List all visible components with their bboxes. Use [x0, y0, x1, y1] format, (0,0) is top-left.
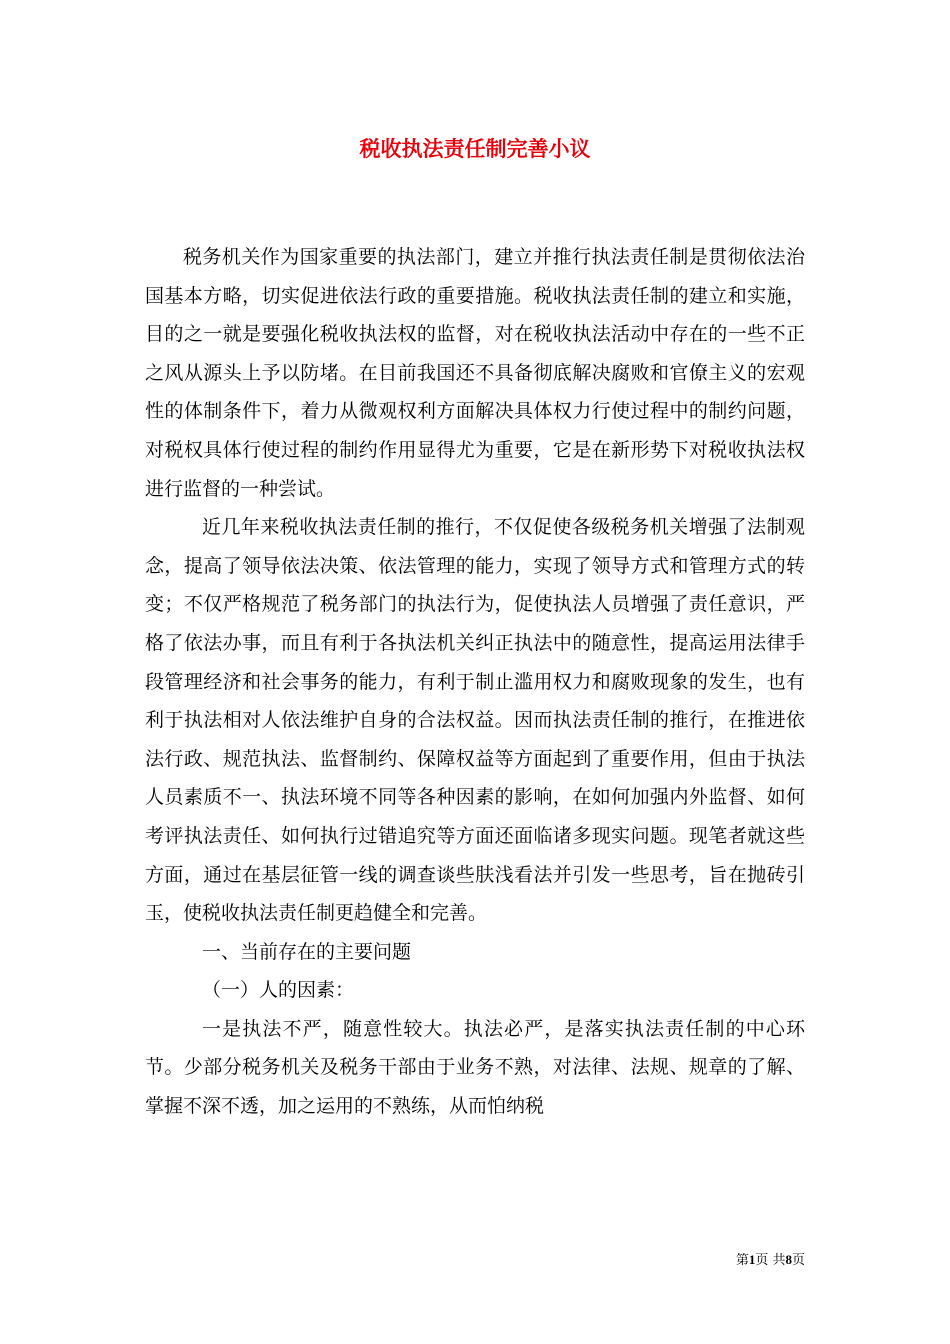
subsection-heading: （一）人的因素：: [202, 979, 355, 1002]
document-title: 税收执法责任制完善小议: [359, 136, 591, 161]
paragraph-background: 近几年来税收执法责任制的推行，不仅促使各级税务机关增强了法制观念，提高了领导依法决策、依法管理的能力，实现了领导方式和管理方式的转变；不仅严格规范了税务部门的执法行为，促使执法人员增强了责任意识，严格了依法办事，而且有利于各执法机关纠正执法中的随意性，提高运用法律手段管理经济和社会事务的能力，有利于制止滥用权力和腐败现象的发生，也有利于执法相对人依法维护自身的合法权益。因而执法责任制的推行，在推进依法行政、规范执法、监督制约、保障权益等方面起到了重要作用，但由于执法人员素质不一、执法环境不同等各种因素的影响，在如何加强内外监督、如何考评执法责任、如何执行过错追究等方面还面临诸多现实问题。现笔者就这些方面，通过在基层征管一线的调查谈些肤浅看法并引发一些思考，旨在抛砖引玉，使税收执法责任制更趋健全和完善。: [145, 516, 805, 925]
footer-prefix: 第: [735, 1253, 749, 1268]
section-heading: 一、当前存在的主要问题: [202, 940, 412, 963]
footer-current-page: 1: [748, 1252, 756, 1267]
footer-suffix: 页: [791, 1253, 805, 1268]
page-footer: [736, 1249, 805, 1268]
document-body: [145, 238, 805, 1126]
footer-total-pages: 8: [785, 1252, 792, 1267]
paragraph-problem-one: 一是执法不严，随意性较大。执法必严，是落实执法责任制的中心环节。少部分税务机关及税务干部由于业务不熟，对法律、法规、规章的了解、掌握不深不透，加之运用的不熟练，从而怕纳税: [145, 1017, 805, 1118]
footer-middle: 页 共: [755, 1253, 786, 1268]
paragraph-intro: 税务机关作为国家重要的执法部门，建立并推行执法责任制是贯彻依法治国基本方略，切实促进依法行政的重要措施。税收执法责任制的建立和实施，目的之一就是要强化税收执法权的监督，对在税收执法活动中存在的一些不正之风从源头上予以防堵。在目前我国还不具备彻底解决腐败和官僚主义的宏观性的体制条件下，着力从微观权利方面解决具体权力行使过程中的制约问题，对税权具体行使过程的制约作用显得尤为重要，它是在新形势下对税收执法权进行监督的一种尝试。: [145, 246, 805, 500]
